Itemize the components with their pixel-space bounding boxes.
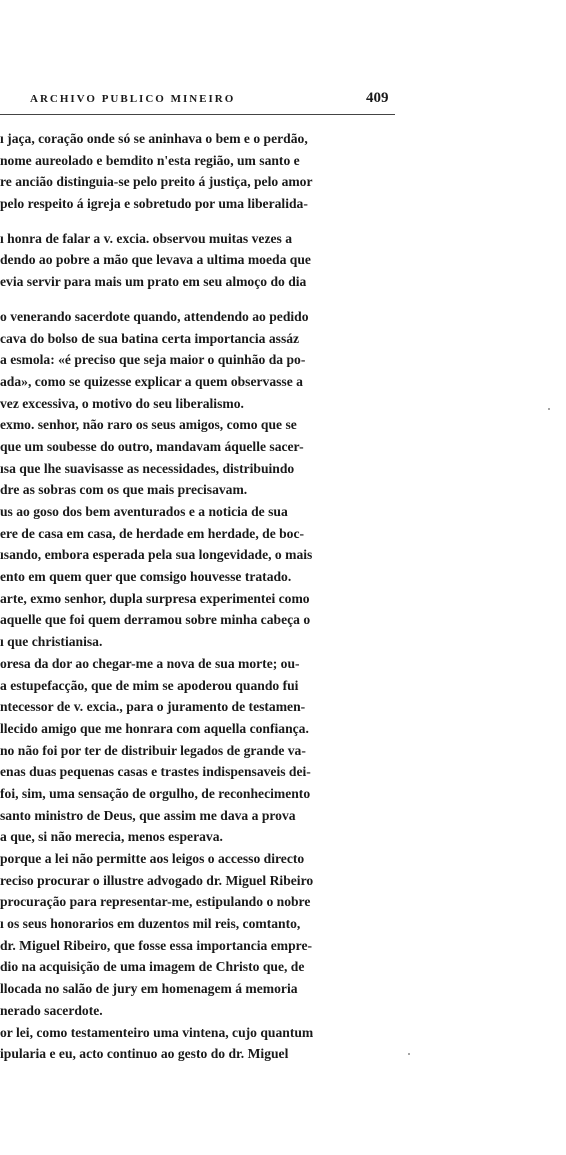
text-line: que um soubesse do outro, mandavam áquelle sacer- [0,438,304,454]
text-line: vez excessiva, o motivo do seu liberalismo. [0,395,244,411]
text-line: reciso procurar o illustre advogado dr. Miguel Ribeiro [0,872,314,888]
text-line: dre as sobras com os que mais precisavam. [0,482,248,498]
text-line: procuração para representar-me, estipulando o nobre [0,894,311,910]
text-line: exmo. senhor, não raro os seus amigos, como que se [0,417,297,433]
text-line: santo ministro de Deus, que assim me dava a prova [0,807,296,823]
text-line: ipularia e eu, acto continuo ao gesto do dr. Miguel [0,1046,289,1062]
text-line: ere de casa em casa, de herdade em herdade, de boc- [0,525,305,541]
text-line: dio na acquisição de uma imagem de Christo que, de [0,959,305,975]
text-line: a estupefacção, que de mim se apoderou quando fui [0,677,299,693]
text-line: no não foi por ter de distribuir legados de grande va- [0,742,306,758]
text-line: ı que christianisa. [0,634,103,650]
text-line: ada», como se quizesse explicar a quem observasse a [0,373,303,389]
text-line: enas duas pequenas casas e trastes indispensaveis dei- [0,764,311,780]
text-line: pelo respeito á igreja e sobretudo por uma liberalida- [0,196,308,212]
text-line: cava do bolso de sua batina certa importancia assáz [0,330,300,346]
text-line: nerado sacerdote. [0,1002,103,1018]
text-line: a esmola: «é preciso que seja maior o quinhão da po- [0,352,306,368]
header-rule [0,114,395,115]
text-line: re ancião distinguia-se pelo preito á justiça, pelo amor [0,174,313,190]
text-line: ısando, embora esperada pela sua longevidade, o mais [0,547,313,563]
text-line: foi, sim, uma sensação de orgulho, de reconhecimento [0,785,311,801]
speck-mark [548,408,550,410]
text-line: ısa que lhe suavisasse as necessidades, distribuindo [0,460,295,476]
text-line: ı os seus honorarios em duzentos mil reis, comtanto, [0,916,301,932]
text-line: llocada no salão de jury em homenagem á memoria [0,981,298,997]
text-line: evia servir para mais um prato em seu almoço do dia [0,274,307,290]
text-line: o venerando sacerdote quando, attendendo ao pedido [0,308,309,324]
text-line: a que, si não merecia, menos esperava. [0,829,223,845]
text-line: ntecessor de v. excia., para o juramento de testamen- [0,699,306,715]
body-text [0,128,410,1065]
text-line: ento em quem quer que comsigo houvesse tratado. [0,569,292,585]
text-line: oresa da dor ao chegar-me a nova de sua morte; ou- [0,655,300,671]
text-line: us ao goso dos bem aventurados e a noticia de sua [0,504,288,519]
text-line: ı jaça, coração onde só se aninhava o bem e o perdão, [0,131,308,146]
text-line: nome aureolado e bemdito n'esta região, um santo e [0,152,300,168]
text-line: ı honra de falar a v. excia. observou muitas vezes a [0,230,292,246]
speck-mark [408,1053,410,1055]
text-line: aquelle que foi quem derramou sobre minha cabeça o [0,612,311,628]
text-line: dendo ao pobre a mão que levava a ultima moeda que [0,252,311,268]
text-line: or lei, como testamenteiro uma vintena, cujo quantum [0,1024,314,1040]
text-line: dr. Miguel Ribeiro, que fosse essa importancia empre- [0,937,313,953]
text-line: porque a lei não permitte aos leigos o accesso directo [0,851,305,866]
running-header [30,90,390,109]
page-number: 409 [366,90,389,106]
text-line: arte, exmo senhor, dupla surpresa experimentei como [0,590,310,606]
text-line: llecido amigo que me honrara com aquella confiança. [0,720,309,736]
header-title: ARCHIVO PUBLICO MINEIRO [30,93,236,105]
